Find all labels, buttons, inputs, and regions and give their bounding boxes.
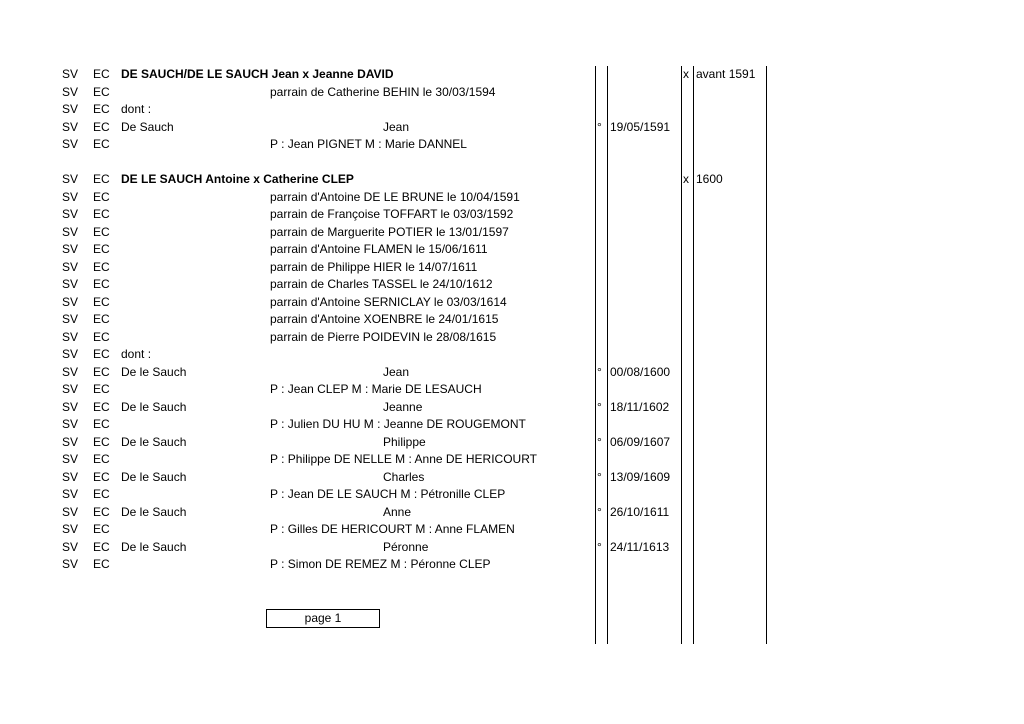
record-row xyxy=(0,399,1024,417)
record-row xyxy=(0,346,1024,364)
sv-code: SV xyxy=(62,189,79,204)
sv-code: SV xyxy=(62,242,79,256)
first-name: Jeanne xyxy=(383,399,423,414)
sv-code: SV xyxy=(62,172,79,186)
birth-date: 19/05/1591 xyxy=(610,119,671,134)
birth-date: 18/11/1602 xyxy=(610,399,670,414)
record-row xyxy=(0,521,1024,539)
ec-code: EC xyxy=(93,189,110,204)
record-row xyxy=(0,136,1024,154)
sv-code: SV xyxy=(62,434,79,449)
first-name: Péronne xyxy=(383,539,429,554)
ec-code: EC xyxy=(93,557,110,571)
record-row xyxy=(0,66,1024,84)
entry-name: De le Sauch xyxy=(121,504,187,519)
entry-description: parrain de Marguerite POTIER le 13/01/1597 xyxy=(270,224,509,239)
record-row xyxy=(0,416,1024,434)
sv-code: SV xyxy=(62,522,79,536)
sv-code: SV xyxy=(62,102,79,116)
ec-code: EC xyxy=(93,364,110,379)
sv-code: SV xyxy=(62,329,79,344)
record-row xyxy=(0,101,1024,119)
ec-code: EC xyxy=(93,137,110,151)
birth-date: 24/11/1613 xyxy=(610,539,670,554)
entry-name: dont : xyxy=(121,102,152,116)
birth-mark: ° xyxy=(597,504,602,519)
entry-description: parrain d'Antoine FLAMEN le 15/06/1611 xyxy=(270,242,488,256)
sv-code: SV xyxy=(62,84,79,99)
ec-code: EC xyxy=(93,347,110,361)
first-name: Charles xyxy=(383,469,425,484)
entry-description: parrain de Charles TASSEL le 24/10/1612 xyxy=(270,277,493,291)
record-row xyxy=(0,329,1024,347)
record-row xyxy=(0,434,1024,452)
sv-code: SV xyxy=(62,67,79,81)
marriage-date: avant 1591 xyxy=(696,67,756,81)
marriage-mark: x xyxy=(683,67,689,81)
sv-code: SV xyxy=(62,399,79,414)
sv-code: SV xyxy=(62,294,79,309)
sv-code: SV xyxy=(62,312,79,326)
entry-description: parrain de Philippe HIER le 14/07/1611 xyxy=(270,259,478,274)
ec-code: EC xyxy=(93,417,110,431)
ec-code: EC xyxy=(93,102,110,116)
entry-name: De le Sauch xyxy=(121,434,187,449)
record-row xyxy=(0,259,1024,277)
record-row xyxy=(0,189,1024,207)
entry-name: DE LE SAUCH Antoine x Catherine CLEP xyxy=(121,172,354,186)
ec-code: EC xyxy=(93,207,110,221)
sv-code: SV xyxy=(62,557,79,571)
entry-description: parrain de Catherine BEHIN le 30/03/1594 xyxy=(270,84,496,99)
record-row xyxy=(0,224,1024,242)
birth-date: 00/08/1600 xyxy=(610,364,671,379)
sv-code: SV xyxy=(62,539,79,554)
record-row xyxy=(0,119,1024,137)
sv-code: SV xyxy=(62,417,79,431)
sv-code: SV xyxy=(62,469,79,484)
record-row xyxy=(0,171,1024,189)
sv-code: SV xyxy=(62,207,79,221)
record-row xyxy=(0,451,1024,469)
sv-code: SV xyxy=(62,137,79,151)
birth-date: 06/09/1607 xyxy=(610,434,671,449)
marriage-date: 1600 xyxy=(696,172,723,186)
entry-name: De le Sauch xyxy=(121,399,187,414)
record-row xyxy=(0,276,1024,294)
first-name: Philippe xyxy=(383,434,426,449)
record-row xyxy=(0,556,1024,574)
record-row xyxy=(0,311,1024,329)
entry-description: P : Jean CLEP M : Marie DE LESAUCH xyxy=(270,382,482,396)
sv-code: SV xyxy=(62,277,79,291)
record-row xyxy=(0,294,1024,312)
ec-code: EC xyxy=(93,504,110,519)
sv-code: SV xyxy=(62,364,79,379)
ec-code: EC xyxy=(93,67,110,81)
ec-code: EC xyxy=(93,434,110,449)
record-row xyxy=(0,364,1024,382)
entry-description: parrain d'Antoine SERNICLAY le 03/03/1614 xyxy=(270,294,507,309)
sv-code: SV xyxy=(62,119,79,134)
record-row xyxy=(0,84,1024,102)
entry-description: parrain de Pierre POIDEVIN le 28/08/1615 xyxy=(270,329,497,344)
first-name: Jean xyxy=(383,119,410,134)
ec-code: EC xyxy=(93,84,110,99)
ec-code: EC xyxy=(93,522,110,536)
record-row xyxy=(0,469,1024,487)
entry-description: P : Jean PIGNET M : Marie DANNEL xyxy=(270,137,467,151)
entry-description: P : Jean DE LE SAUCH M : Pétronille CLEP xyxy=(270,487,506,501)
entry-description: parrain d'Antoine DE LE BRUNE le 10/04/1591 xyxy=(270,189,520,204)
first-name: Jean xyxy=(383,364,410,379)
ec-code: EC xyxy=(93,539,110,554)
entry-name: De le Sauch xyxy=(121,469,187,484)
record-row xyxy=(0,241,1024,259)
ec-code: EC xyxy=(93,399,110,414)
birth-date: 13/09/1609 xyxy=(610,469,671,484)
marriage-mark: x xyxy=(683,172,689,186)
ec-code: EC xyxy=(93,312,110,326)
sv-code: SV xyxy=(62,259,79,274)
sv-code: SV xyxy=(62,452,79,466)
ec-code: EC xyxy=(93,382,110,396)
sv-code: SV xyxy=(62,224,79,239)
ec-code: EC xyxy=(93,487,110,501)
entry-description: parrain de Françoise TOFFART le 03/03/1592 xyxy=(270,207,514,221)
ec-code: EC xyxy=(93,259,110,274)
ec-code: EC xyxy=(93,172,110,186)
entry-name: De Sauch xyxy=(121,119,174,134)
ec-code: EC xyxy=(93,294,110,309)
ec-code: EC xyxy=(93,277,110,291)
entry-name: DE SAUCH/DE LE SAUCH Jean x Jeanne DAVID xyxy=(121,67,394,81)
entry-description: P : Simon DE REMEZ M : Péronne CLEP xyxy=(270,557,491,571)
sv-code: SV xyxy=(62,504,79,519)
birth-mark: ° xyxy=(597,119,602,134)
sv-code: SV xyxy=(62,487,79,501)
entry-name: De le Sauch xyxy=(121,539,187,554)
record-row xyxy=(0,486,1024,504)
column-divider xyxy=(681,66,682,644)
sv-code: SV xyxy=(62,382,79,396)
sv-code: SV xyxy=(62,347,79,361)
birth-mark: ° xyxy=(597,399,602,414)
first-name: Anne xyxy=(383,504,412,519)
ec-code: EC xyxy=(93,452,110,466)
ec-code: EC xyxy=(93,329,110,344)
birth-mark: ° xyxy=(597,434,602,449)
entry-description: parrain d'Antoine XOENBRE le 24/01/1615 xyxy=(270,312,499,326)
record-row xyxy=(0,381,1024,399)
entry-description: P : Gilles DE HERICOURT M : Anne FLAMEN xyxy=(270,522,515,536)
ec-code: EC xyxy=(93,242,110,256)
blank-row xyxy=(0,154,1024,172)
column-divider xyxy=(595,66,596,644)
ec-code: EC xyxy=(93,119,110,134)
entry-name: De le Sauch xyxy=(121,364,187,379)
ec-code: EC xyxy=(93,224,110,239)
birth-date: 26/10/1611 xyxy=(610,504,670,519)
birth-mark: ° xyxy=(597,364,602,379)
birth-mark: ° xyxy=(597,539,602,554)
entry-description: P : Philippe DE NELLE M : Anne DE HERICOURT xyxy=(270,452,537,466)
column-divider xyxy=(607,66,608,644)
column-divider xyxy=(693,66,694,644)
entry-description: P : Julien DU HU M : Jeanne DE ROUGEMONT xyxy=(270,417,526,431)
record-row xyxy=(0,539,1024,557)
birth-mark: ° xyxy=(597,469,602,484)
page-number-box: page 1 xyxy=(266,609,380,628)
entry-name: dont : xyxy=(121,347,152,361)
record-row xyxy=(0,206,1024,224)
record-row xyxy=(0,504,1024,522)
ec-code: EC xyxy=(93,469,110,484)
column-divider xyxy=(766,66,767,644)
